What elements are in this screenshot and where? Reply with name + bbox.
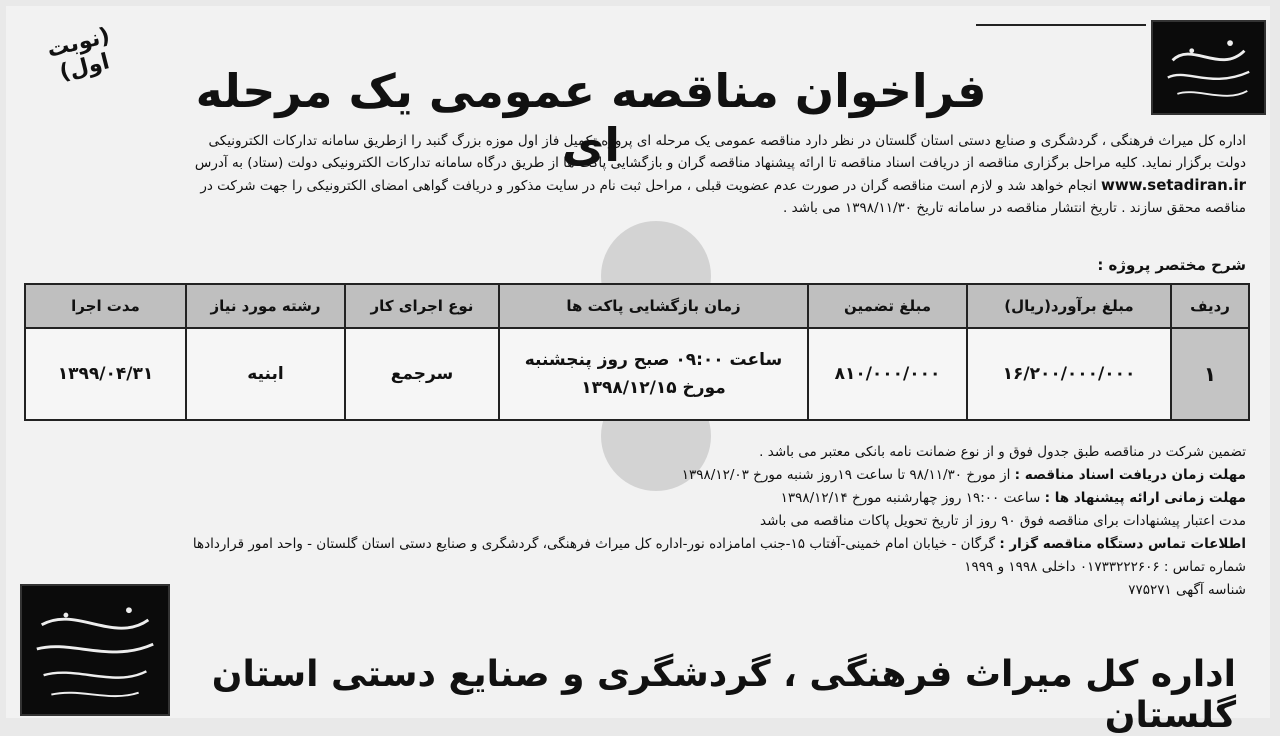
calligraphy-logo-icon bbox=[22, 586, 168, 714]
docs-deadline-label: مهلت زمان دریافت اسناد مناقصه : bbox=[1014, 467, 1246, 483]
guarantee-note: تضمین شرکت در مناقصه طبق جدول فوق و از نوع ضمانت نامه بانکی معتبر می باشد . bbox=[759, 444, 1246, 460]
cell-field: ابنیه bbox=[186, 328, 345, 420]
table-row bbox=[25, 328, 1249, 420]
header-row-number: ردیف bbox=[1171, 284, 1249, 328]
header-duration: مدت اجرا bbox=[25, 284, 186, 328]
opening-time-line-2: مورخ ۱۳۹۸/۱۲/۱۵ bbox=[581, 378, 726, 398]
calligraphy-logo-icon bbox=[1153, 22, 1264, 113]
header-guarantee: مبلغ تضمین bbox=[808, 284, 967, 328]
notes-section bbox=[26, 441, 1246, 602]
footer-organization-name: اداره کل میراث فرهنگی ، گردشگری و صنایع دستی استان گلستان bbox=[211, 654, 1236, 736]
cell-estimate: ۱۶/۲۰۰/۰۰۰/۰۰۰ bbox=[967, 328, 1171, 420]
offers-deadline-value: ساعت ۱۹:۰۰ روز چهارشنبه مورخ ۱۳۹۸/۱۲/۱۴ bbox=[780, 490, 1041, 506]
cell-guarantee: ۸۱۰/۰۰۰/۰۰۰ bbox=[808, 328, 967, 420]
intro-paragraph bbox=[26, 130, 1246, 219]
validity-note: مدت اعتبار پیشنهادات برای مناقصه فوق ۹۰ روز از تاریخ تحویل پاکات مناقصه می باشد bbox=[759, 513, 1246, 529]
advertisement-page bbox=[6, 6, 1270, 736]
docs-deadline-value: از مورخ ۹۸/۱۱/۳۰ تا ساعت ۱۹روز شنبه مورخ ۱۳۹۸/۱۲/۰۳ bbox=[681, 467, 1011, 483]
project-table bbox=[24, 283, 1250, 421]
intro-line-2: دولت برگزار نماید. کلیه مراحل برگزاری مناقصه از دریافت اسناد مناقصه تا ارائه پیشنهاد مناقصه گران و بازگشایی پاکت ها از طریق درگاه سامانه تدارکات الکترونیکی دولت (ستاد) به آدرس bbox=[194, 155, 1246, 171]
offers-deadline bbox=[26, 487, 1246, 510]
page-title: فراخوان مناقصه عمومی یک مرحله ای bbox=[195, 64, 987, 172]
header-field: رشته مورد نیاز bbox=[186, 284, 345, 328]
intro-line-1: اداره کل میراث فرهنگی ، گردشگری و صنایع دستی استان گلستان در نظر دارد مناقصه عمومی یک مرحله ای پروژه تکمیل فاز اول موزه بزرگ گنبد را ازطریق سامانه تدارکات الکترونیکی bbox=[208, 133, 1246, 149]
header-estimate: مبلغ برآورد(ریال) bbox=[967, 284, 1171, 328]
opening-time-line-1: ساعت ۰۹:۰۰ صبح روز پنجشنبه bbox=[524, 350, 783, 370]
organization-logo-bottom bbox=[20, 584, 170, 716]
contact-value: گرگان - خیابان امام خمینی-آفتاب ۱۵-جنب امامزاده نور-اداره کل میراث فرهنگی، گردشگری و صنایع دستی استان گلستان - واحد امور قراردادها bbox=[192, 536, 996, 552]
contact-label: اطلاعات تماس دستگاه مناقصه گزار : bbox=[999, 536, 1246, 552]
summary-heading: شرح مختصر پروژه : bbox=[1097, 256, 1246, 274]
cell-duration: ۱۳۹۹/۰۴/۳۱ bbox=[25, 328, 186, 420]
intro-line-4: مناقصه محقق سازند . تاریخ انتشار مناقصه در سامانه تاریخ ۱۳۹۸/۱۱/۳۰ می باشد . bbox=[783, 200, 1246, 216]
table-header-row bbox=[25, 284, 1249, 328]
header-opening-time: زمان بازگشایی پاکت ها bbox=[499, 284, 808, 328]
cell-work-type: سرجمع bbox=[345, 328, 499, 420]
contact-info bbox=[26, 533, 1246, 556]
intro-line-3 bbox=[26, 174, 1246, 197]
cell-opening-time bbox=[499, 328, 808, 420]
offers-deadline-label: مهلت زمانی ارائه پیشنهاد ها : bbox=[1044, 490, 1246, 506]
website-link[interactable]: www.setadiran.ir bbox=[1100, 176, 1246, 194]
intro-line-3-text: انجام خواهد شد و لازم است مناقصه گران در صورت عدم عضویت قبلی ، مراحل ثبت نام در سایت مذکور و دریافت گواهی امضای الکترونیکی را جهت شرکت در bbox=[200, 178, 1097, 194]
phone-number: شماره تماس : ۰۱۷۳۳۲۲۲۶۰۶ داخلی ۱۹۹۸ و ۱۹۹۹ bbox=[964, 559, 1246, 575]
organization-logo-top bbox=[1151, 20, 1266, 115]
header-work-type: نوع اجرای کار bbox=[345, 284, 499, 328]
cell-row-number: ۱ bbox=[1171, 328, 1249, 420]
ad-identifier: شناسه آگهی ۷۷۵۲۷۱ bbox=[1128, 582, 1246, 598]
docs-deadline bbox=[26, 464, 1246, 487]
round-stamp: (نوبت اول) bbox=[44, 23, 113, 86]
top-rule bbox=[976, 24, 1146, 26]
